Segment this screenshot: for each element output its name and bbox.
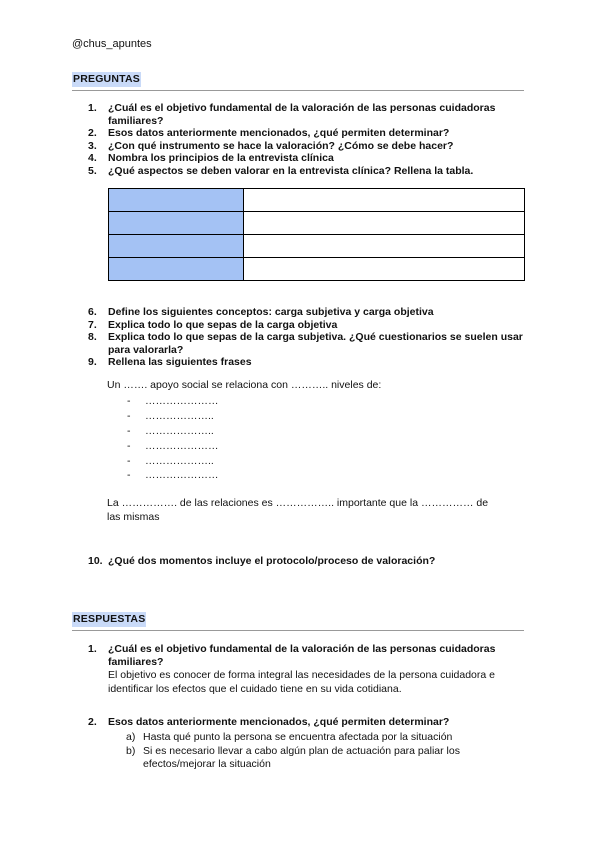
dash-item: - ………………… [127, 440, 219, 452]
question-list-c [72, 555, 528, 568]
table-cell-label[interactable] [109, 212, 244, 235]
answer-item-1: 1. ¿Cuál es el objetivo fundamental de la valoración de las personas cuidadoras familiares? El objetivo es conocer de forma integral las necesidades de la persona cuidadora e identificar los efectos que el cuidado tiene en su vida cotidiana. [72, 643, 528, 696]
dash-item: - ……………….. [127, 455, 214, 467]
author-handle: @chus_apuntes [72, 38, 152, 50]
question-item-6: 6. Define los siguientes conceptos: carga subjetiva y carga objetiva [88, 306, 434, 318]
table-row [109, 258, 525, 281]
table-cell-label[interactable] [109, 189, 244, 212]
question-item-2: 2. Esos datos anteriormente mencionados, ¿qué permiten determinar? [88, 127, 450, 139]
fill-sentence-2-cont: las mismas [107, 511, 160, 523]
table-cell-value[interactable] [244, 189, 525, 212]
answer-text-1: El objetivo es conocer de forma integral las necesidades de la persona cuidadora e identificar los efectos que el cuidado tiene en su vida cotidiana. [108, 669, 495, 695]
dash-item: - ………………… [127, 395, 219, 407]
sub-item-a: a) Hasta qué punto la persona se encuentra afectada por la situación [126, 731, 453, 743]
table-cell-label[interactable] [109, 258, 244, 281]
question-item-1: 1. ¿Cuál es el objetivo fundamental de la valoración de las personas cuidadoras familiares? [88, 102, 496, 127]
question-item-7: 7. Explica todo lo que sepas de la carga objetiva [88, 318, 338, 331]
question-item-5: 5. ¿Qué aspectos se deben valorar en la entrevista clínica? Rellena la tabla. [88, 164, 474, 177]
answer-list [72, 643, 528, 696]
fill-sentence-1: Un ……. apoyo social se relaciona con ……….. niveles de: [107, 379, 382, 391]
dash-item: - ……………….. [127, 410, 214, 422]
preguntas-heading [72, 72, 524, 91]
question-item-9: 9. Rellena las siguientes frases [88, 356, 252, 368]
question-list-b [72, 306, 528, 369]
fill-in-table [108, 188, 525, 281]
heading-divider [72, 630, 524, 631]
preguntas-heading-label: PREGUNTAS [73, 73, 140, 85]
heading-divider [72, 90, 524, 91]
table-row [109, 189, 525, 212]
question-item-8: 8. Explica todo lo que sepas de la carga subjetiva. ¿Qué cuestionarios se suelen usar para valorarla? [88, 331, 523, 356]
table-cell-value[interactable] [244, 235, 525, 258]
table-row [109, 235, 525, 258]
answer-list-2 [72, 716, 528, 729]
table-cell-value[interactable] [244, 212, 525, 235]
table-cell-value[interactable] [244, 258, 525, 281]
respuestas-heading [72, 612, 524, 631]
table-cell-label[interactable] [109, 235, 244, 258]
question-item-10: 10. ¿Qué dos momentos incluye el protocolo/proceso de valoración? [88, 555, 436, 567]
question-item-4: 4. Nombra los principios de la entrevista clínica [88, 152, 334, 164]
sub-item-b-cont: efectos/mejorar la situación [143, 758, 271, 770]
dash-item: - ………………… [127, 469, 219, 481]
respuestas-heading-label: RESPUESTAS [73, 613, 146, 625]
dash-item: - ……………….. [127, 425, 214, 437]
question-list-a [72, 102, 528, 177]
table-row [109, 212, 525, 235]
question-item-3: 3. ¿Con qué instrumento se hace la valoración? ¿Cómo se debe hacer? [88, 139, 454, 152]
sub-item-b: b) Si es necesario llevar a cabo algún plan de actuación para paliar los [126, 745, 460, 757]
fill-sentence-2: La ……………. de las relaciones es …………….. importante que la …………… de [107, 497, 489, 509]
answer-item-2: 2. Esos datos anteriormente mencionados, ¿qué permiten determinar? [88, 716, 450, 728]
